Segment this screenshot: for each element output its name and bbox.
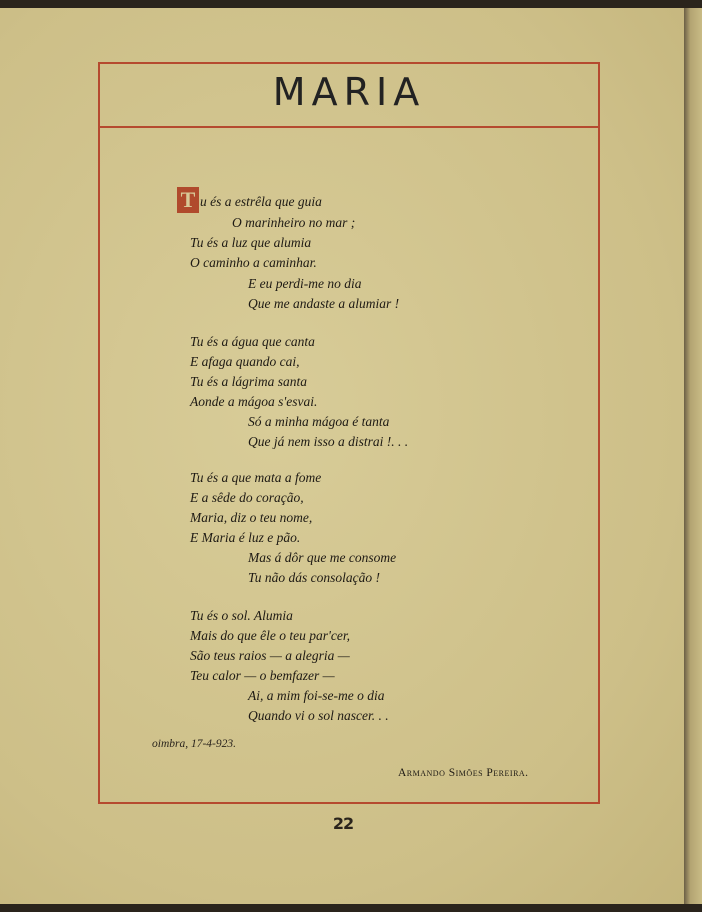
drop-cap: T <box>177 187 199 213</box>
poem-line: Mas á dôr que me consome <box>248 550 397 565</box>
poem-line: Que já nem isso a distrai !. . . <box>248 434 409 449</box>
poem-line: Só a minha mágoa é tanta <box>248 414 390 429</box>
poem-line: E eu perdi-me no dia <box>248 276 362 291</box>
poem-line: Que me andaste a alumiar ! <box>248 296 400 311</box>
poem-line: Tu és a água que canta <box>190 334 315 349</box>
poem-line: São teus raios — a alegria — <box>190 648 350 663</box>
poem-date: oimbra, 17-4-923. <box>152 738 237 750</box>
poem-line: Tu és a que mata a fome <box>190 470 322 485</box>
poem-line: Mais do que êle o teu par'cer, <box>190 628 350 643</box>
title-divider <box>98 126 600 128</box>
poem-line: Maria, diz o teu nome, <box>190 510 313 525</box>
poem-line: E a sêde do coração, <box>190 490 304 505</box>
poem-line: E afaga quando cai, <box>190 354 300 369</box>
poem-line: O marinheiro no mar ; <box>232 215 356 230</box>
poem-line: Aonde a mágoa s'esvai. <box>190 394 318 409</box>
poem-line: E Maria é luz e pão. <box>190 530 301 545</box>
poem-line: O caminho a caminhar. <box>190 255 317 270</box>
poem-line: u és a estrêla que guia <box>200 194 322 209</box>
page-number: 22 <box>332 814 354 833</box>
poem-line: Teu calor — o bemfazer — <box>190 668 335 683</box>
page-title: MARIA <box>272 70 426 114</box>
poem-line: Tu não dás consolação ! <box>248 570 381 585</box>
poem-line: Tu és a luz que alumia <box>190 235 312 250</box>
poem-line: Tu és a lágrima santa <box>190 374 308 389</box>
poem-line: Ai, a mim foi-se-me o dia <box>248 688 385 703</box>
poem-line: Quando vi o sol nascer. . . <box>248 708 389 723</box>
poem-line: Tu és o sol. Alumia <box>190 608 293 623</box>
book-spine <box>684 8 702 904</box>
poem-author: Armando Simões Pereira. <box>398 767 529 779</box>
